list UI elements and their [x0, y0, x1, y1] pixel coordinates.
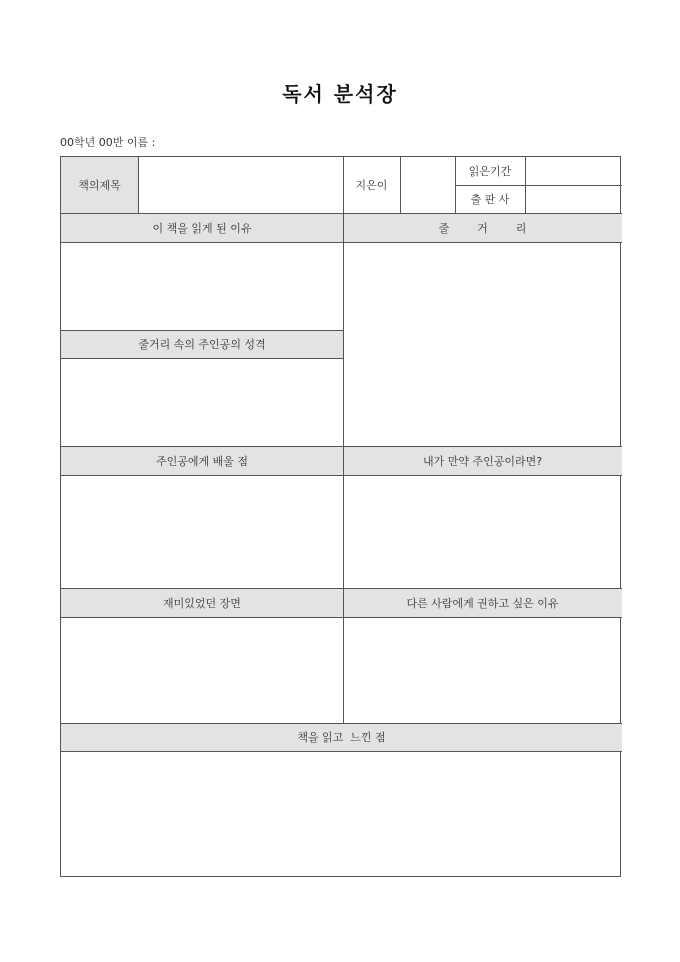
plot-header: 줄 거 리: [343, 213, 622, 242]
divider: [343, 157, 344, 723]
fun-scene-field[interactable]: [61, 617, 343, 723]
publisher-field[interactable]: [525, 185, 622, 213]
author-field[interactable]: [400, 157, 455, 213]
reason-header: 이 책을 읽게 된 이유: [61, 213, 343, 242]
divider: [61, 358, 343, 359]
if-me-field[interactable]: [343, 475, 622, 588]
fun-scene-header: 재미있었던 장면: [61, 588, 343, 617]
divider: [455, 157, 456, 213]
divider: [61, 330, 343, 331]
reading-period-label: 읽은기간: [468, 165, 512, 178]
page-title: 독서 분석장: [282, 82, 398, 106]
book-title-label: 책의제목: [61, 157, 138, 213]
divider: [61, 213, 622, 214]
divider: [61, 242, 622, 243]
divider: [455, 185, 622, 186]
publisher-label: 출 판 사: [470, 193, 510, 206]
impression-header: 책을 읽고 느낀 점: [61, 723, 622, 751]
reason-field[interactable]: [61, 242, 343, 330]
analysis-form: [60, 156, 621, 877]
recommend-header: 다른 사람에게 권하고 싶은 이유: [343, 588, 622, 617]
divider: [525, 157, 526, 213]
reading-period-field[interactable]: [525, 157, 622, 185]
lesson-header: 주인공에게 배울 점: [61, 446, 343, 475]
divider: [61, 617, 622, 618]
lesson-field[interactable]: [61, 475, 343, 588]
divider: [138, 157, 139, 213]
divider: [61, 751, 622, 752]
divider: [61, 588, 622, 589]
impression-field[interactable]: [61, 751, 622, 876]
book-title-field[interactable]: [138, 157, 343, 213]
author-label: 지은이: [355, 179, 388, 192]
divider: [61, 446, 622, 447]
plot-field[interactable]: [343, 242, 622, 446]
student-info-line: 00학년 00반 이름 :: [60, 136, 156, 149]
character-header: 줄거리 속의 주인공의 성격: [61, 330, 343, 358]
character-field[interactable]: [61, 358, 343, 446]
divider: [61, 723, 622, 724]
divider: [400, 157, 401, 213]
if-me-header: 내가 만약 주인공이라면?: [343, 446, 622, 475]
divider: [61, 475, 622, 476]
recommend-field[interactable]: [343, 617, 622, 723]
